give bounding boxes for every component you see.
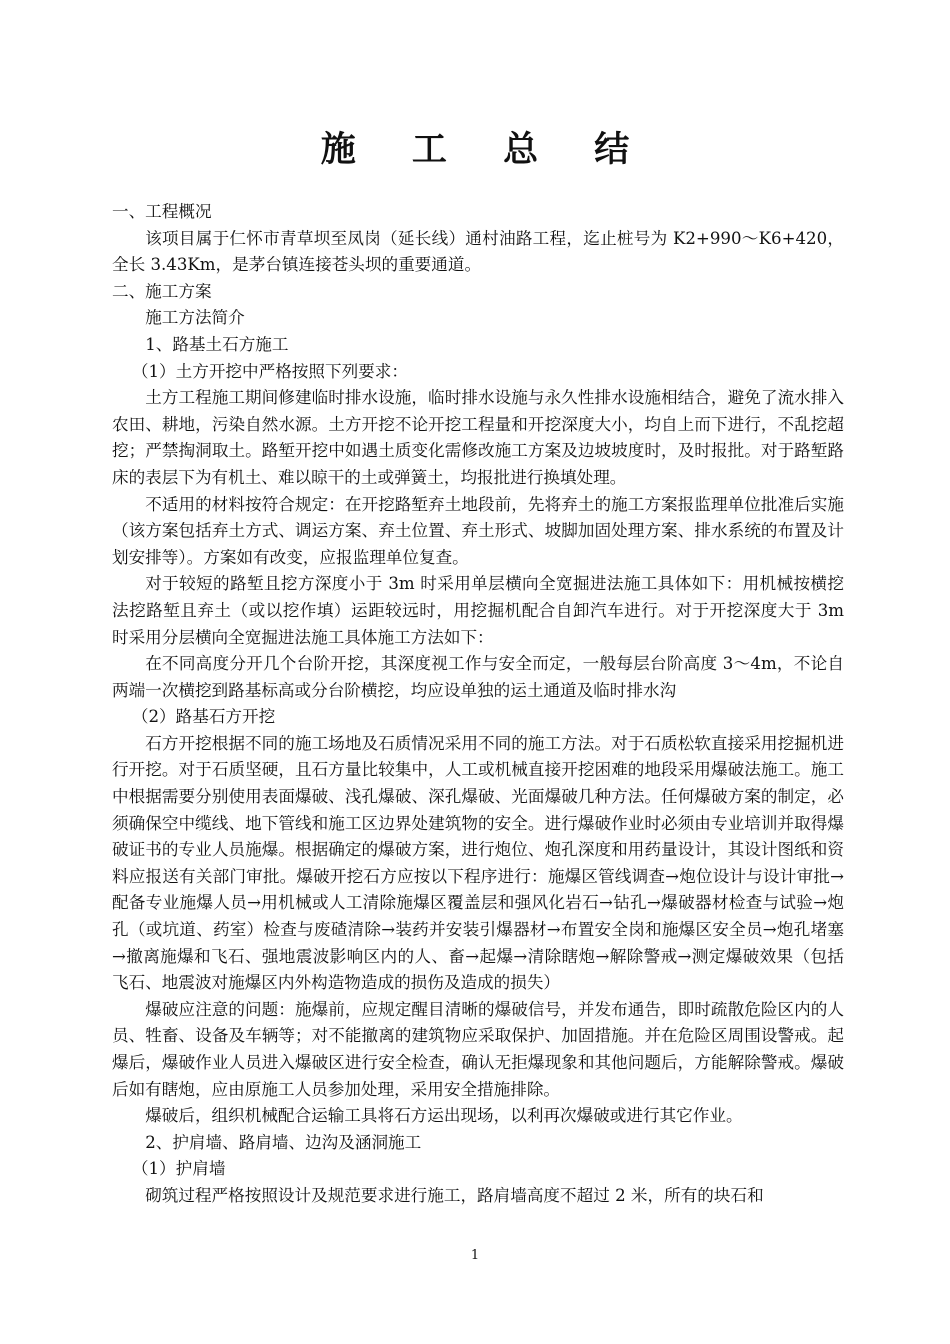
paragraph: 1、路基土石方施工 bbox=[145, 334, 289, 354]
section-heading: 二、施工方案 bbox=[112, 281, 212, 301]
paragraph: （1）护肩墙 bbox=[131, 1159, 226, 1179]
paragraph: 2、护肩墙、路肩墙、边沟及涵洞施工 bbox=[145, 1132, 422, 1152]
paragraph: 对于较短的路堑且挖方深度小于 3m 时采用单层横向全宽掘进法施工具体如下：用机械按横挖法挖路堑且弃土（或以挖作填）运距较远时，用挖掘机配合自卸汽车进行。对于开挖深度大于 3m 时采用分层横向全宽掘进法施工具体施工方法如下： bbox=[112, 574, 844, 647]
paragraph: 爆破后，组织机械配合运输工具将石方运出现场，以利再次爆破或进行其它作业。 bbox=[145, 1106, 743, 1126]
section-heading: 一、工程概况 bbox=[112, 202, 212, 221]
document-body bbox=[112, 199, 844, 1210]
paragraph: 土方工程施工期间修建临时排水设施，临时排水设施与永久性排水设施相结合，避免了流水排入农田、耕地，污染自然水源。土方开挖不论开挖工程量和开挖深度大小，均自上而下进行，不乱挖超挖；严禁掏洞取土。路堑开挖中如遇土质变化需修改施工方案及边坡坡度时，及时报批。对于路堑路床的表层下为有机土、难以晾干的土或弹簧土，均报批进行换填处理。 bbox=[112, 388, 844, 487]
document-title: 施 工 总 结 bbox=[320, 129, 652, 170]
paragraph: （1）土方开挖中严格按照下列要求： bbox=[131, 361, 408, 381]
page-number: 1 bbox=[470, 1248, 480, 1263]
paragraph: 施工方法简介 bbox=[145, 308, 245, 328]
paragraph: 该项目属于仁怀市青草坝至凤岗（延长线）通村油路工程，迄止桩号为 K2+990～K6+420，全长 3.43Km，是茅台镇连接苍头坝的重要通道。 bbox=[112, 228, 844, 275]
paragraph: （2）路基石方开挖 bbox=[131, 707, 276, 727]
paragraph: 爆破应注意的问题：施爆前，应规定醒目清晰的爆破信号，并发布通告，即时疏散危险区内的人员、牲畜、设备及车辆等；对不能撤离的建筑物应采取保护、加固措施。并在危险区周围设警戒。起爆后，爆破作业人员进入爆破区进行安全检查，确认无拒爆现象和其他问题后，方能解除警戒。爆破后如有瞎炮，应由原施工人员参加处理，采用安全措施排除。 bbox=[112, 999, 844, 1099]
paragraph: 砌筑过程严格按照设计及规范要求进行施工，路肩墙高度不超过 2 米，所有的块石和 bbox=[145, 1185, 764, 1205]
paragraph: 不适用的材料按符合规定：在开挖路堑弃土地段前，先将弃土的施工方案报监理单位批准后实施（该方案包括弃土方式、调运方案、弃土位置、弃土形式、坡脚加固处理方案、排水系统的布置及计划安排等）。方案如有改变，应报监理单位复查。 bbox=[112, 494, 844, 567]
paragraph: 石方开挖根据不同的施工场地及石质情况采用不同的施工方法。对于石质松软直接采用挖掘机进行开挖。对于石质坚硬，且石方量比较集中，人工或机械直接开挖困难的地段采用爆破法施工。施工中根据需要分别使用表面爆破、浅孔爆破、深孔爆破、光面爆破几种方法。任何爆破方案的制定，必须确保空中缆线、地下管线和施工区边界处建筑物的安全。进行爆破作业时必须由专业培训并取得爆破证书的专业人员施爆。根据确定的爆破方案，进行炮位、炮孔深度和用药量设计，其设计图纸和资料应报送有关部门审批。爆破开挖石方应按以下程序进行：施爆区管线调查→炮位设计与设计审批→配备专业施爆人员→用机械或人工清除施爆区覆盖层和强风化岩石→钻孔→爆破器材检查与试验→炮孔（或坑道、药室）检查与废碴清除→装药并安装引爆器材→布置安全岗和施爆区安全员→炮孔堵塞→撤离施爆和飞石、强地震波影响区内的人、畜→起爆→清除瞎炮→解除警戒→测定爆破效果（包括飞石、地震波对施爆区内外构造物造成的损伤及造成的损失） bbox=[112, 733, 844, 993]
paragraph: 在不同高度分开几个台阶开挖，其深度视工作与安全而定，一般每层台阶高度 3～4m，不论自两端一次横挖到路基标高或分台阶横挖，均应设单独的运土通道及临时排水沟 bbox=[112, 654, 844, 700]
